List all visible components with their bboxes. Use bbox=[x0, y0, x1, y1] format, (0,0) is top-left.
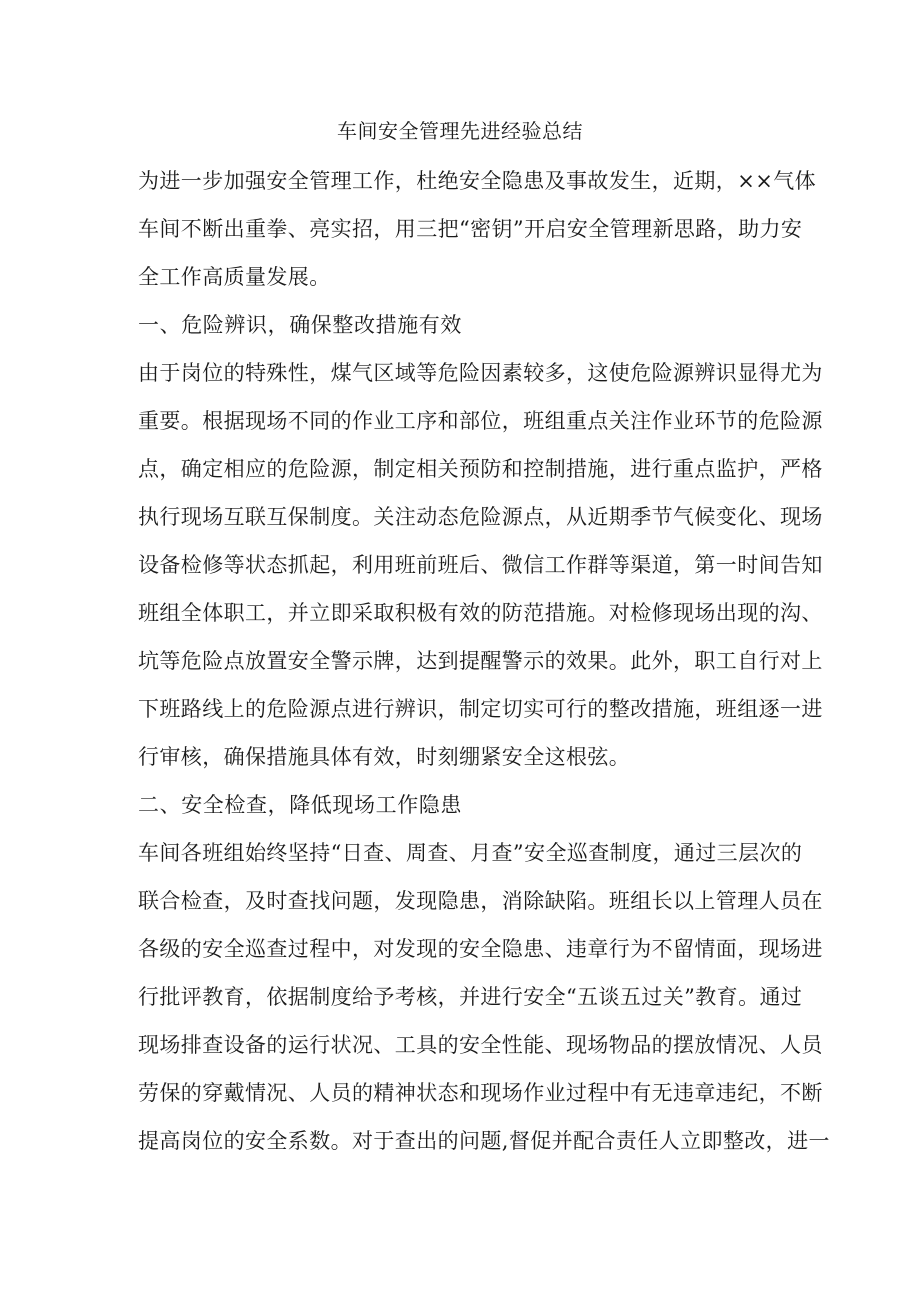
section1-line: 设备检修等状态抓起，利用班前班后、微信工作群等渠道，第一时间告知 bbox=[138, 553, 823, 577]
section1-line: 坑等危险点放置安全警示牌，达到提醒警示的效果。此外，职工自行对上 bbox=[138, 649, 823, 673]
section2-line: 行批评教育，依据制度给予考核，并进行安全“五谈五过关”教育。通过 bbox=[138, 985, 803, 1009]
section1-heading: 一、危险辨识，确保整改措施有效 bbox=[138, 313, 462, 337]
section1-line: 重要。根据现场不同的作业工序和部位，班组重点关注作业环节的危险源 bbox=[138, 409, 823, 433]
intro-line: 全工作高质量发展。 bbox=[138, 265, 331, 289]
section1-line: 班组全体职工，并立即采取积极有效的防范措施。对检修现场出现的沟、 bbox=[138, 601, 823, 625]
section2-line: 现场排查设备的运行状况、工具的安全性能、现场物品的摆放情况、人员 bbox=[138, 1033, 823, 1057]
section1-line: 点，确定相应的危险源，制定相关预防和控制措施，进行重点监护，严格 bbox=[138, 457, 823, 481]
document-title: 车间安全管理先进经验总结 bbox=[337, 119, 583, 143]
section1-line: 下班路线上的危险源点进行辨识，制定切实可行的整改措施，班组逐一进 bbox=[138, 697, 823, 721]
section2-heading: 二、安全检查，降低现场工作隐患 bbox=[138, 793, 462, 817]
section2-line: 车间各班组始终坚持“日查、周查、月查”安全巡查制度，通过三层次的 bbox=[138, 841, 803, 865]
section2-line: 提高岗位的安全系数。对于查出的问题,督促并配合责任人立即整改，进一 bbox=[138, 1129, 830, 1153]
intro-line: 车间不断出重拳、亮实招，用三把“密钥”开启安全管理新思路，助力安 bbox=[138, 217, 803, 241]
section1-line: 执行现场互联互保制度。关注动态危险源点，从近期季节气候变化、现场 bbox=[138, 505, 823, 529]
section2-line: 各级的安全巡查过程中，对发现的安全隐患、违章行为不留情面，现场进 bbox=[138, 937, 823, 961]
section1-line: 行审核，确保措施具体有效，时刻绷紧安全这根弦。 bbox=[138, 745, 631, 769]
section2-line: 联合检查，及时查找问题，发现隐患，消除缺陷。班组长以上管理人员在 bbox=[138, 889, 823, 913]
section2-line: 劳保的穿戴情况、人员的精神状态和现场作业过程中有无违章违纪，不断 bbox=[138, 1081, 823, 1105]
section1-line: 由于岗位的特殊性，煤气区域等危险因素较多，这使危险源辨识显得尤为 bbox=[138, 361, 823, 385]
intro-line: 为进一步加强安全管理工作，杜绝安全隐患及事故发生，近期，××气体 bbox=[138, 169, 816, 193]
